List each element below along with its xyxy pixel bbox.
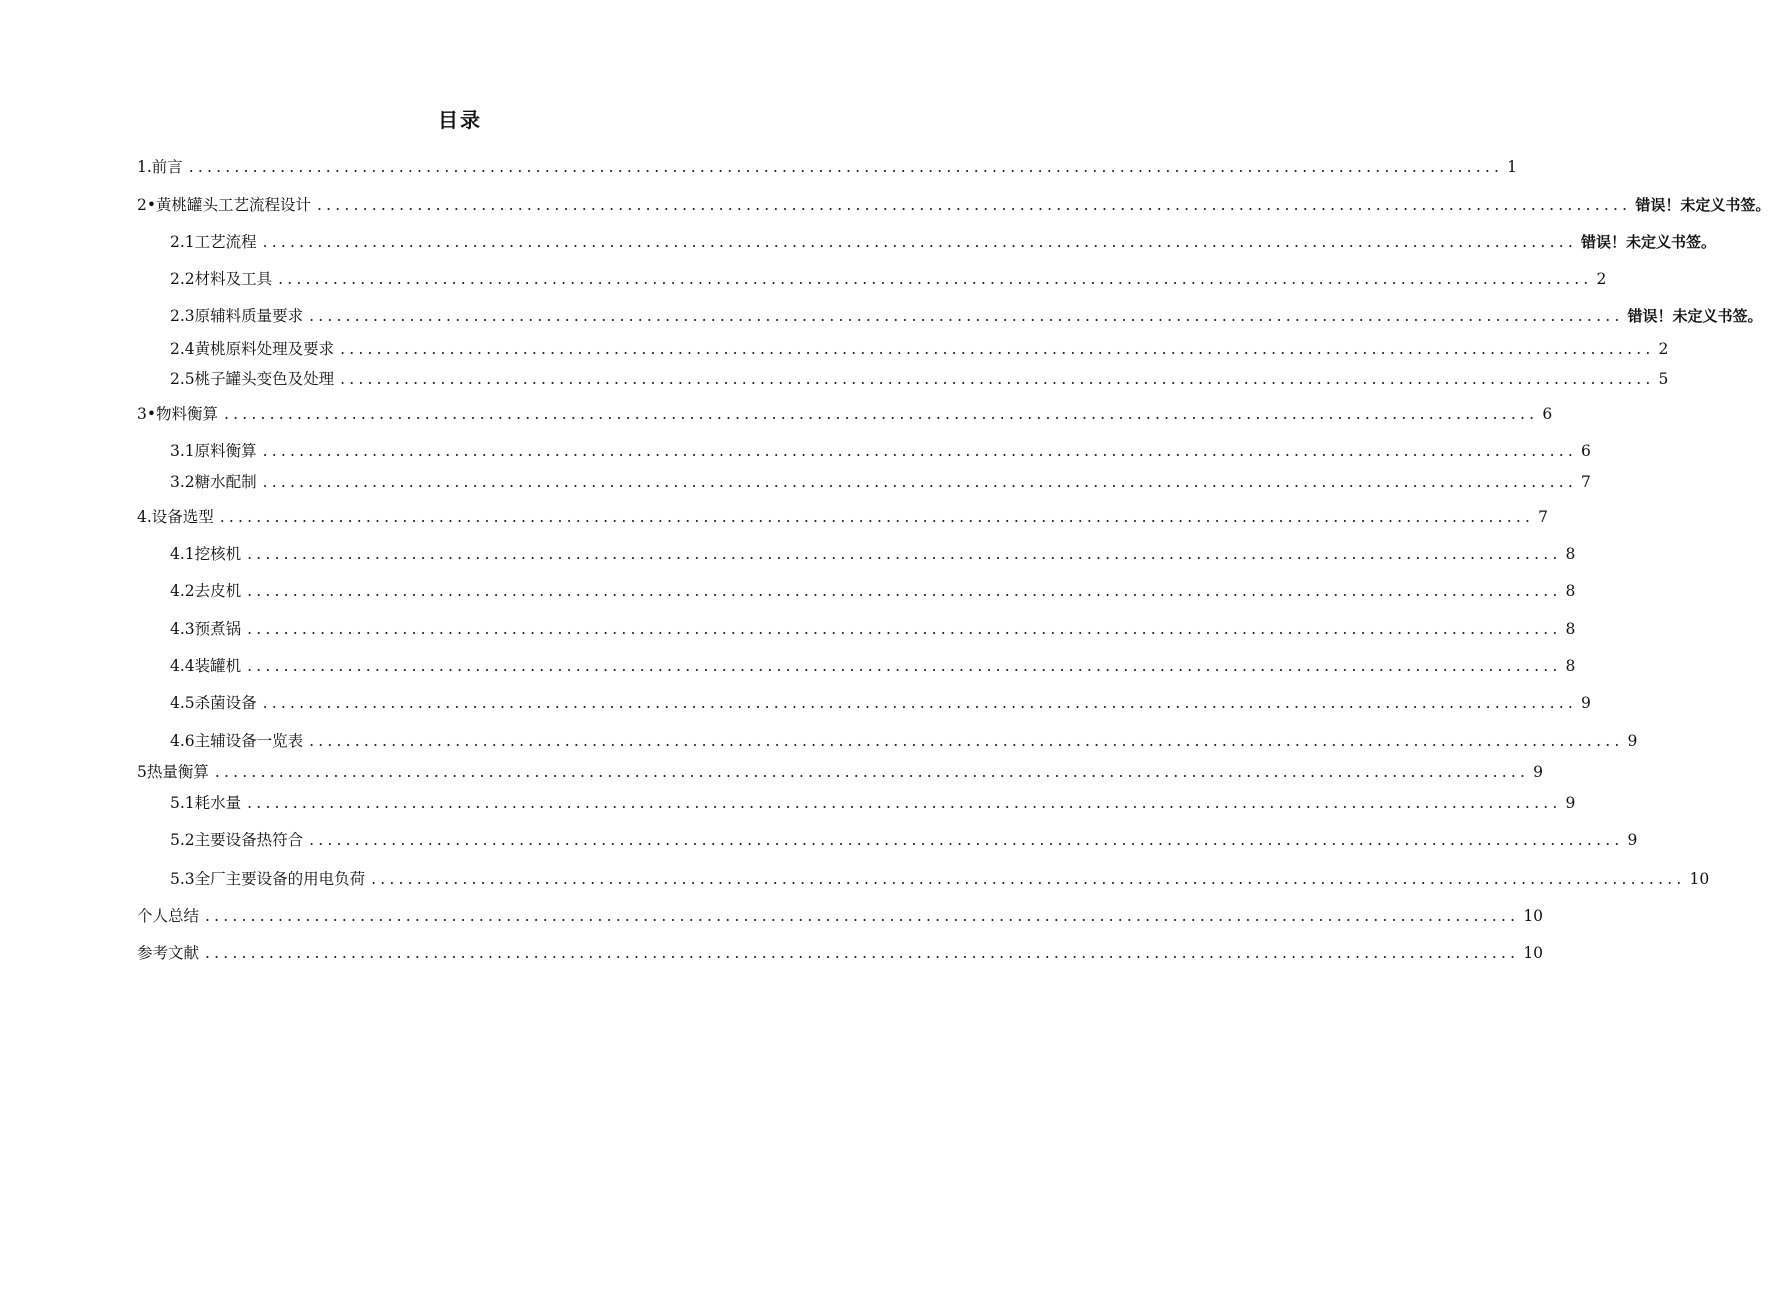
toc-entry-page: 9 [1580,694,1591,712]
toc-entry-label: 2.2材料及工具 [170,270,273,288]
toc-entry-page: 2 [1658,340,1669,358]
dot-leader: ................................................................................................................................................ [309,831,1624,849]
dot-leader: ................................................................................................................................................ [205,907,1520,925]
toc-entry-process-flow[interactable] [170,232,1716,252]
toc-entry-page: 10 [1523,907,1544,925]
toc-entry-page: 9 [1627,831,1638,849]
dot-leader: ................................................................................................................................................ [219,508,1535,526]
toc-entry-label: 4.3预煮锅 [170,620,242,638]
toc-entry-label: 2.1工艺流程 [170,233,257,251]
dot-leader: ................................................................................................................................................ [205,944,1520,962]
dot-leader: ................................................................................................................................................ [247,620,1562,638]
toc-entry-label: 2.4黄桃原料处理及要求 [170,340,335,358]
toc-entry-page: 7 [1538,508,1548,526]
toc-entry-raw-material-balance[interactable] [170,441,1591,461]
dot-leader: ................................................................................................................................................ [214,763,1530,781]
toc-entry-label: 2•黄桃罐头工艺流程设计 [137,196,312,214]
toc-entry-water-consumption[interactable] [170,793,1576,813]
toc-entry-label: 4.设备选型 [137,508,214,526]
page-title: 目录 [438,108,482,132]
dot-leader: ................................................................................................................................................ [188,158,1504,176]
toc-entry-error: 错误！未定义书签。 [1635,196,1770,214]
dot-leader: ................................................................................................................................................ [262,442,1577,460]
toc-entry-page: 9 [1565,794,1576,812]
toc-entry-references[interactable] [137,943,1544,963]
dot-leader: ................................................................................................................................................ [309,732,1624,750]
toc-entry-page: 2 [1596,270,1607,288]
toc-entry-page: 8 [1565,620,1576,638]
toc-entry-label: 1.前言 [137,158,183,176]
toc-entry-label: 4.6主辅设备一览表 [170,732,304,750]
toc-entry-error: 错误！未定义书签。 [1627,307,1763,325]
toc-entry-page: 9 [1627,732,1638,750]
toc-entry-page: 6 [1542,405,1553,423]
toc-entry-syrup-preparation[interactable] [170,472,1591,492]
toc-entry-label: 5热量衡算 [137,763,209,781]
toc-entry-label: 2.5桃子罐头变色及处理 [170,370,335,388]
toc-entry-page: 10 [1689,870,1710,888]
dot-leader: ................................................................................................................................................ [340,340,1655,358]
dot-leader: ................................................................................................................................................ [340,370,1655,388]
toc-entry-canning-machine[interactable] [170,656,1576,676]
toc-entry-process-design[interactable] [137,195,1770,215]
toc-entry-label: 4.5杀菌设备 [170,694,257,712]
toc-entry-label: 参考文献 [137,944,200,962]
toc-entry-page: 10 [1523,944,1544,962]
toc-entry-material-balance[interactable] [137,404,1553,424]
dot-leader: ................................................................................................................................................ [262,473,1577,491]
toc-entry-foreword[interactable] [137,157,1517,177]
dot-leader: ................................................................................................................................................ [262,694,1577,712]
toc-entry-label: 个人总结 [137,907,200,925]
dot-leader: ................................................................................................................................................ [262,233,1577,251]
toc-entry-heat-balance[interactable] [137,762,1544,782]
dot-leader: ................................................................................................................................................ [247,582,1562,600]
dot-leader: ................................................................................................................................................ [278,270,1593,288]
toc-entry-label: 5.3全厂主要设备的用电负荷 [170,870,366,888]
toc-entry-label: 2.3原辅料质量要求 [170,307,304,325]
dot-leader: ................................................................................................................................................ [247,794,1562,812]
toc-entry-error: 错误！未定义书签。 [1580,233,1716,251]
toc-entry-label: 4.4装罐机 [170,657,242,675]
toc-entry-quality-requirements[interactable] [170,306,1763,326]
toc-entry-label: 5.1耗水量 [170,794,242,812]
toc-entry-page: 8 [1565,545,1576,563]
toc-entry-page: 9 [1533,763,1544,781]
toc-entry-raw-material-processing[interactable] [170,339,1669,359]
toc-entry-materials-tools[interactable] [170,269,1607,289]
toc-entry-page: 6 [1580,442,1591,460]
toc-entry-label: 5.2主要设备热符合 [170,831,304,849]
dot-leader: ................................................................................................................................................ [371,870,1686,888]
toc-entry-peeling-machine[interactable] [170,581,1576,601]
dot-leader: ................................................................................................................................................ [247,657,1562,675]
toc-entry-sterilization-equipment[interactable] [170,693,1591,713]
toc-entry-page: 7 [1580,473,1591,491]
toc-entry-label: 4.1挖核机 [170,545,242,563]
toc-entry-page: 5 [1658,370,1669,388]
toc-entry-label: 4.2去皮机 [170,582,242,600]
toc-entry-label: 3.2糖水配制 [170,473,257,491]
toc-entry-page: 8 [1565,657,1576,675]
toc-entry-personal-summary[interactable] [137,906,1544,926]
toc-entry-discoloration[interactable] [170,369,1669,389]
toc-entry-equipment-list[interactable] [170,731,1638,751]
toc-entry-equipment-selection[interactable] [137,507,1548,527]
dot-leader: ................................................................................................................................................ [224,405,1539,423]
toc-entry-power-load[interactable] [170,869,1710,889]
dot-leader: ................................................................................................................................................ [309,307,1624,325]
toc-entry-label: 3•物料衡算 [137,405,219,423]
toc-entry-page: 8 [1565,582,1576,600]
toc-entry-page: 1 [1507,158,1517,176]
toc-entry-label: 3.1原料衡算 [170,442,257,460]
toc-entry-pitting-machine[interactable] [170,544,1576,564]
toc-entry-precooker[interactable] [170,619,1576,639]
toc-entry-equipment-heat-load[interactable] [170,830,1638,850]
dot-leader: ................................................................................................................................................ [247,545,1562,563]
dot-leader: ................................................................................................................................................ [317,196,1632,214]
